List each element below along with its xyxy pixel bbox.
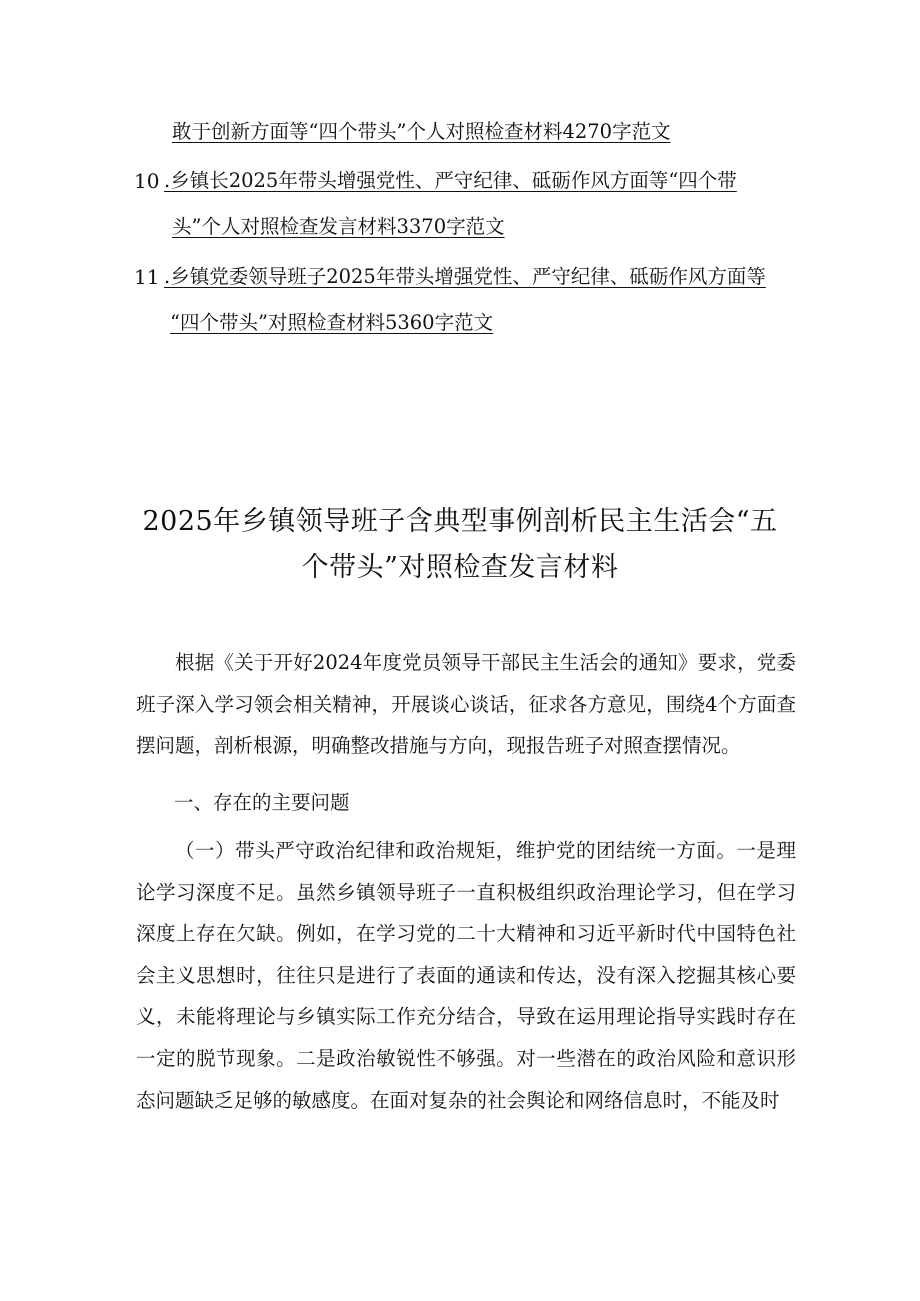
intro-paragraph-block bbox=[136, 642, 796, 767]
article-title-line2: 个带头”对照检查发言材料 bbox=[301, 552, 619, 583]
intro-paragraph: 根据《关于开好2024年度党员领导干部民主生活会的通知》要求，党委班子深入学习领会相关精神，开展谈心谈话，征求各方意见，围绕4个方面查摆问题，剖析根源，明确整改措施与方向，现报告班子对照查摆情况。 bbox=[136, 651, 796, 758]
toc-item-10-line1[interactable] bbox=[164, 171, 737, 191]
article-title-line1: 2025年乡镇领导班子含典型事例剖析民主生活会“五 bbox=[142, 506, 778, 537]
toc-item-10-number: 10 bbox=[134, 169, 160, 193]
toc-item-11-line1[interactable] bbox=[164, 267, 766, 287]
toc-item-11-link-cont[interactable]: “四个带头”对照检查材料5360字范文 bbox=[170, 311, 494, 334]
section-heading: 一、存在的主要问题 bbox=[174, 791, 350, 814]
toc-item-11-line2[interactable] bbox=[170, 313, 493, 333]
toc-item-10-link-cont[interactable]: 头”个人对照检查发言材料3370字范文 bbox=[172, 215, 505, 238]
toc-item-9-link[interactable]: 敢于创新方面等“四个带头”个人对照检查材料4270字范文 bbox=[172, 120, 671, 143]
toc-item-10-line2[interactable] bbox=[172, 217, 505, 237]
toc-item-11-link[interactable]: .乡镇党委领导班子2025年带头增强党性、严守纪律、砥砺作风方面等 bbox=[164, 265, 766, 288]
toc-item-9-tail[interactable] bbox=[172, 122, 671, 142]
section1-paragraph: （一）带头严守政治纪律和政治规矩，维护党的团结统一方面。一是理论学习深度不足。虽然乡镇领导班子一直积极组织政治理论学习，但在学习深度上存在欠缺。例如，在学习党的二十大精神和习近平新时代中国特色社会主义思想时，往往只是进行了表面的通读和传达，没有深入挖掘其核心要义，未能将理论与乡镇实际工作充分结合，导致在运用理论指导实践时存在一定的脱节现象。二是政治敏锐性不够强。对一些潜在的政治风险和意识形态问题缺乏足够的敏感度。在面对复杂的社会舆论和网络信息时，不能及时 bbox=[136, 839, 796, 1112]
section1-paragraph-block bbox=[136, 830, 796, 1121]
toc-item-10-link[interactable]: .乡镇长2025年带头增强党性、严守纪律、砥砺作风方面等“四个带 bbox=[164, 169, 737, 192]
toc-item-11-number: 11 bbox=[134, 265, 160, 289]
